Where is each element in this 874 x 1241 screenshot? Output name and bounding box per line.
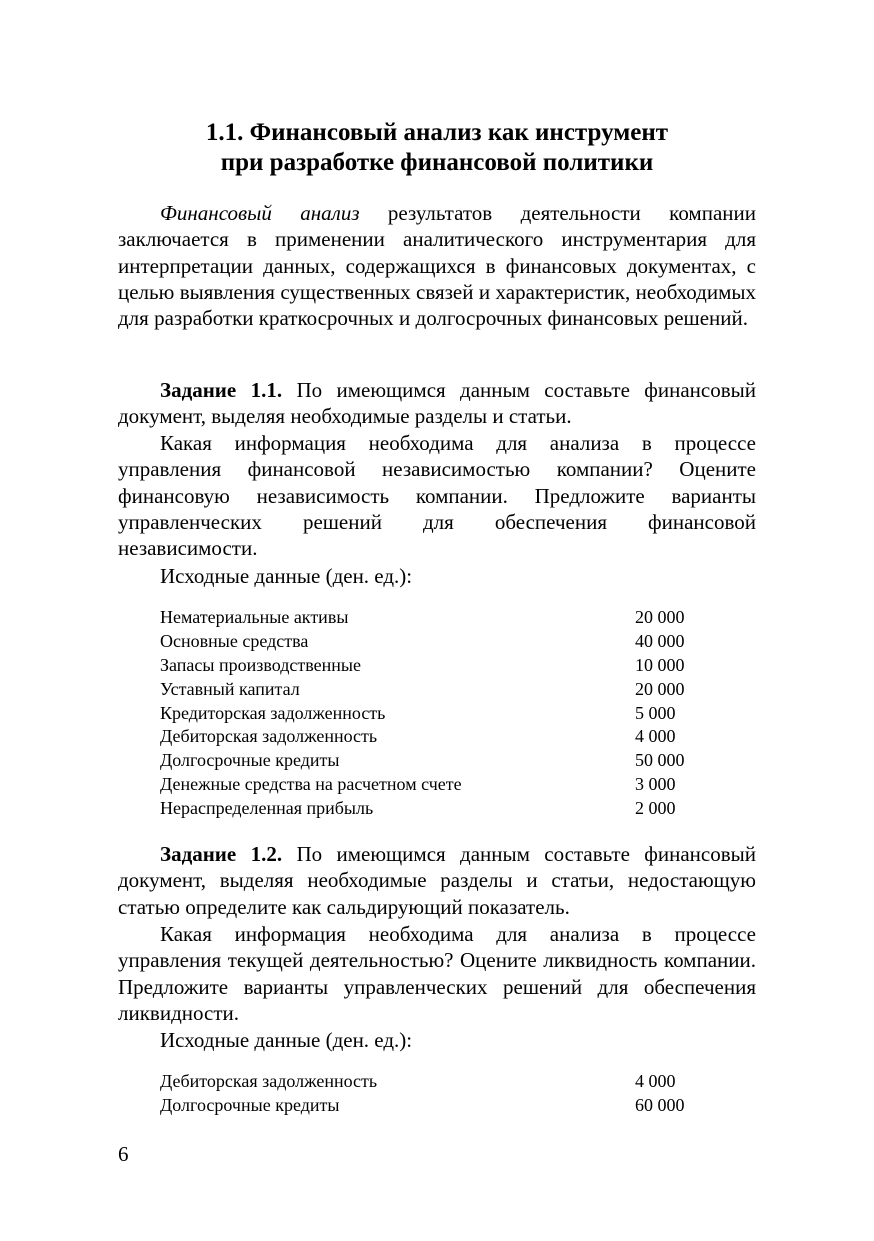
task-1-2-question: Какая информация необходима для анализа в процессе управления текущей деятельностью? Оцените ликвидность компании. Предложите варианты управленческих решений для обеспечения ликвидности. <box>118 922 756 1025</box>
section-heading-line-2: при разработке финансовой политики <box>220 149 654 176</box>
data-row <box>160 1094 720 1118</box>
data-row-value: 4 000 <box>635 1071 676 1091</box>
data-row-name: Дебиторская задолженность <box>160 726 378 747</box>
task-1-2-label: Задание 1.2. <box>160 842 283 866</box>
data-row-name: Кредиторская задолженность <box>160 702 386 723</box>
data-row <box>160 1070 720 1094</box>
task-1-1-text: По имеющимся данным составьте финансовый документ, выделяя необходимые разделы и статьи. <box>118 378 756 429</box>
data-row-value: 20 000 <box>635 678 685 699</box>
data-row <box>160 654 720 678</box>
section-heading <box>118 118 756 178</box>
data-row <box>160 725 720 749</box>
data-row-name: Долгосрочные кредиты <box>160 750 340 771</box>
data-row <box>160 702 720 726</box>
data-row-name: Нематериальные активы <box>160 607 349 627</box>
data-row <box>160 606 720 630</box>
data-row <box>160 773 720 797</box>
task-1-2-data-list <box>160 1070 720 1118</box>
data-row-name: Дебиторская задолженность <box>160 1071 378 1091</box>
data-row-name: Долгосрочные кредиты <box>160 1094 340 1115</box>
section-heading-line-1: 1.1. Финансовый анализ как инструмент <box>205 119 669 146</box>
task-1-2-paragraph <box>118 841 756 920</box>
data-row-name: Денежные средства на расчетном счете <box>160 774 462 795</box>
data-row-value: 50 000 <box>635 750 685 771</box>
data-row-value: 4 000 <box>635 726 676 747</box>
task-1-2-data-label: Исходные данные (ден. ед.): <box>160 1028 413 1052</box>
task-1-1-label: Задание 1.1. <box>160 378 283 402</box>
intro-paragraph <box>118 200 756 331</box>
data-row <box>160 630 720 654</box>
task-1-1-question: Какая информация необходима для анализа в процессе управления финансовой независимостью компании? Оцените финансовую независимость компании. Предложите варианты управленческих решений для обеспечения финансовой независимости. <box>118 431 756 561</box>
task-1-2-text: По имеющимся данным составьте финансовый документ, выделяя необходимые разделы и статьи, недостающую статью определите как сальдирующий показатель. <box>118 842 756 919</box>
data-row <box>160 678 720 702</box>
data-row-value: 2 000 <box>635 798 676 819</box>
data-row-value: 10 000 <box>635 654 685 675</box>
data-row-value: 20 000 <box>635 607 685 627</box>
task-1-1-paragraph <box>118 377 756 430</box>
data-row-name: Основные средства <box>160 630 309 651</box>
data-row-value: 60 000 <box>635 1094 685 1115</box>
page-number: 6 <box>118 1142 129 1166</box>
data-row <box>160 797 720 821</box>
data-row-name: Запасы производственные <box>160 654 361 675</box>
data-row-name: Нераспределенная прибыль <box>160 798 374 819</box>
data-row-value: 3 000 <box>635 774 676 795</box>
task-1-1-data-list <box>160 606 720 821</box>
task-1-1-data-label: Исходные данные (ден. ед.): <box>160 564 413 588</box>
data-row-value: 40 000 <box>635 630 685 651</box>
intro-term: Финансовый анализ <box>160 201 360 225</box>
intro-text: результатов деятельности компании заключается в применении аналитического инструментария для интерпретации данных, содержащихся в финансовых документах, с целью выявления существенных связей и характеристик, необходимых для разработки краткосрочных и долгосрочных финансовых решений. <box>118 201 756 331</box>
data-row <box>160 749 720 773</box>
data-row-value: 5 000 <box>635 702 676 723</box>
data-row-name: Уставный капитал <box>160 678 300 699</box>
